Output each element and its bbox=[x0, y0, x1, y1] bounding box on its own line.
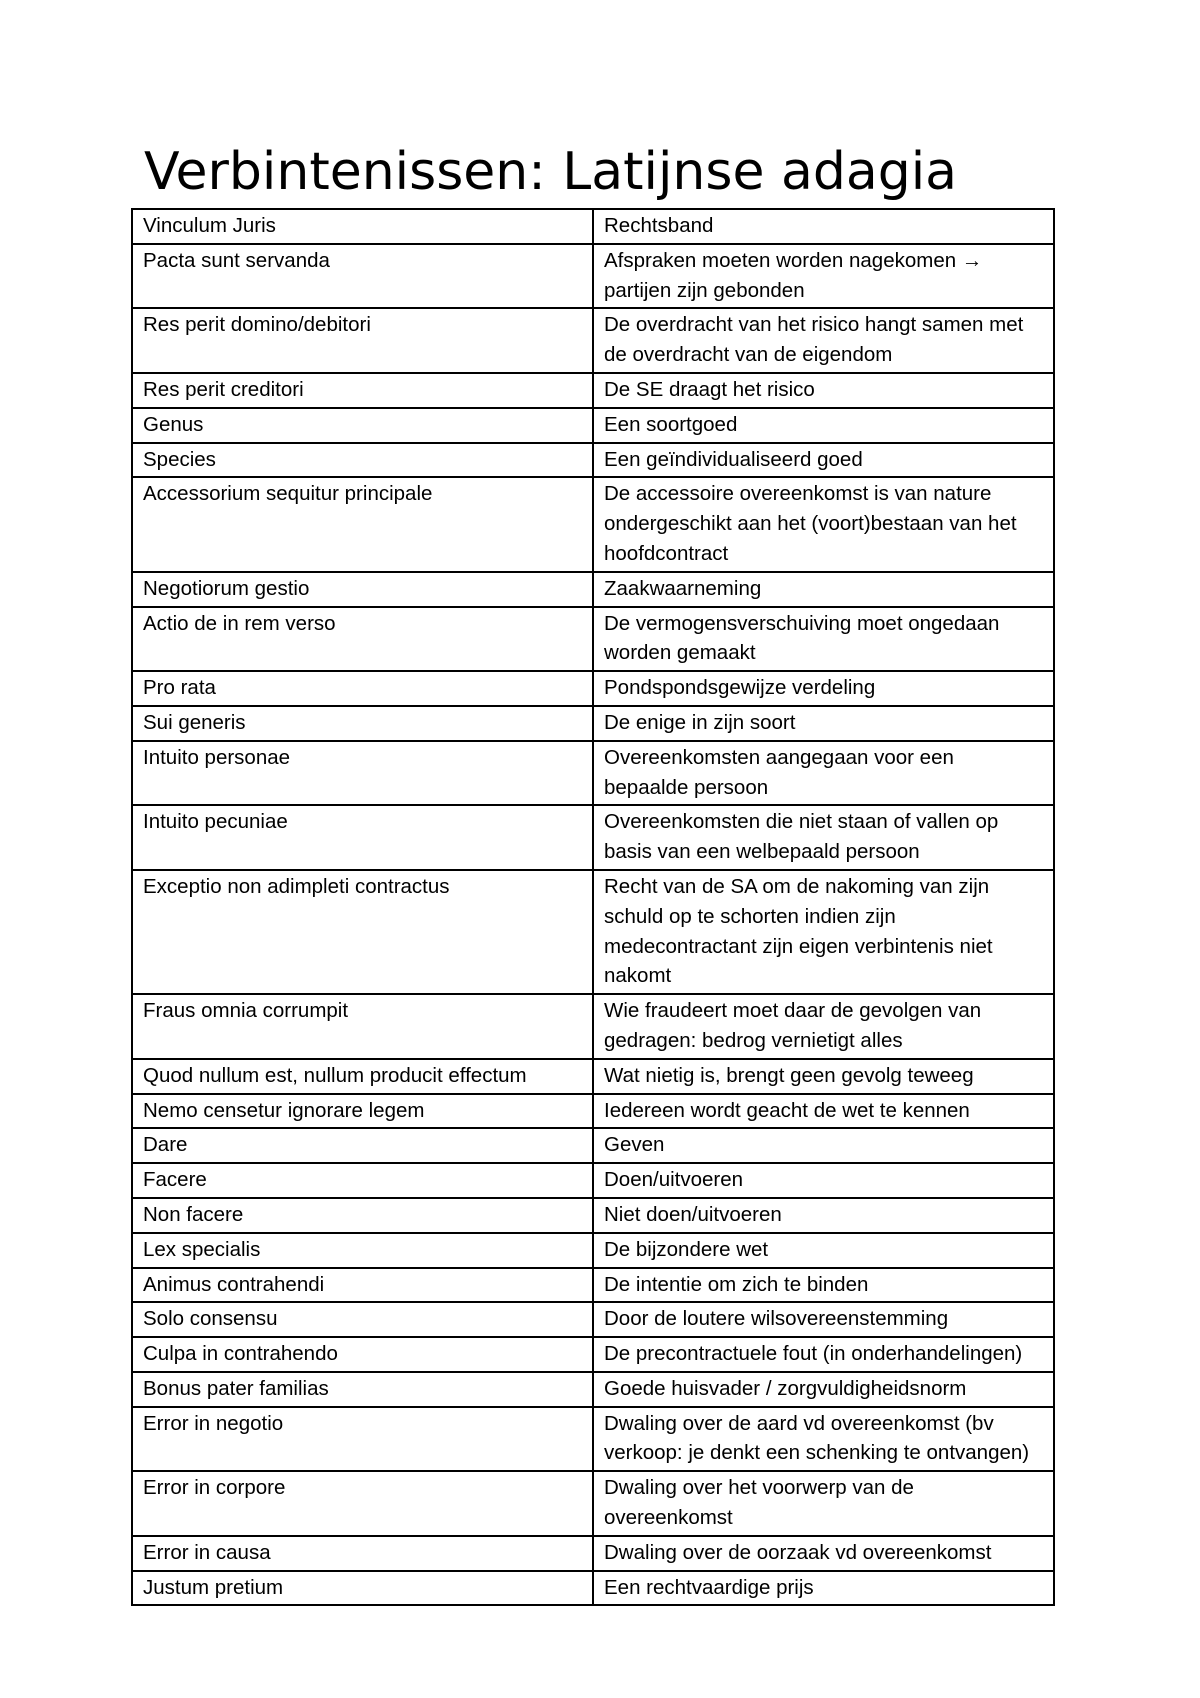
latin-term: Animus contrahendi bbox=[143, 1272, 325, 1296]
meaning-text: De accessoire overeenkomst is van nature ondergeschikt aan het (voort)bestaan van het hoofdcontract bbox=[604, 482, 1017, 565]
meaning-text: De precontractuele fout (in onderhandelingen) bbox=[604, 1342, 1023, 1366]
latin-term-cell bbox=[132, 1302, 593, 1337]
latin-term: Pacta sunt servanda bbox=[143, 248, 330, 272]
meaning-text: De enige in zijn soort bbox=[604, 710, 796, 734]
table-row bbox=[132, 607, 1054, 672]
latin-term: Sui generis bbox=[143, 710, 246, 734]
table-row bbox=[132, 443, 1054, 478]
meaning-text: Goede huisvader / zorgvuldigheidsnorm bbox=[604, 1376, 967, 1400]
table-row bbox=[132, 1302, 1054, 1337]
latin-term-cell bbox=[132, 443, 593, 478]
latin-term: Bonus pater familias bbox=[143, 1376, 329, 1400]
table-row bbox=[132, 572, 1054, 607]
meaning-cell bbox=[593, 308, 1054, 373]
meaning-cell bbox=[593, 706, 1054, 741]
latin-term: Negotiorum gestio bbox=[143, 576, 310, 600]
latin-term: Res perit domino/debitori bbox=[143, 313, 371, 337]
latin-term-cell bbox=[132, 1059, 593, 1094]
meaning-text: Iedereen wordt geacht de wet te kennen bbox=[604, 1098, 970, 1122]
latin-term: Accessorium sequitur principale bbox=[143, 482, 433, 506]
meaning-cell bbox=[593, 1536, 1054, 1571]
latin-term-cell bbox=[132, 741, 593, 806]
latin-term: Actio de in rem verso bbox=[143, 611, 336, 635]
latin-term-cell bbox=[132, 1372, 593, 1407]
table-row bbox=[132, 1471, 1054, 1536]
table-row bbox=[132, 805, 1054, 870]
table-row bbox=[132, 994, 1054, 1059]
latin-term-cell bbox=[132, 1471, 593, 1536]
meaning-cell bbox=[593, 373, 1054, 408]
meaning-text: Niet doen/uitvoeren bbox=[604, 1202, 782, 1226]
table-row bbox=[132, 1094, 1054, 1129]
meaning-cell bbox=[593, 805, 1054, 870]
latin-term: Error in causa bbox=[143, 1540, 271, 1564]
latin-term: Fraus omnia corrumpit bbox=[143, 999, 349, 1023]
table-row bbox=[132, 1059, 1054, 1094]
latin-term-cell bbox=[132, 244, 593, 309]
meaning-text: Recht van de SA om de nakoming van zijn schuld op te schorten indien zijn medecontractant zijn eigen verbintenis niet nakomt bbox=[604, 874, 993, 988]
meaning-cell bbox=[593, 1128, 1054, 1163]
meaning-cell bbox=[593, 1163, 1054, 1198]
table-row bbox=[132, 1407, 1054, 1472]
latin-term: Exceptio non adimpleti contractus bbox=[143, 874, 450, 898]
latin-term: Intuito pecuniae bbox=[143, 810, 288, 834]
meaning-cell bbox=[593, 244, 1054, 309]
latin-term-cell bbox=[132, 706, 593, 741]
latin-term-cell bbox=[132, 572, 593, 607]
meaning-text: Dwaling over de aard vd overeenkomst (bv verkoop: je denkt een schenking te ontvangen) bbox=[604, 1411, 1030, 1465]
latin-term: Error in negotio bbox=[143, 1411, 284, 1435]
latin-term-cell bbox=[132, 308, 593, 373]
latin-term: Error in corpore bbox=[143, 1476, 286, 1500]
meaning-cell bbox=[593, 1337, 1054, 1372]
latin-term-cell bbox=[132, 1571, 593, 1606]
table-row bbox=[132, 373, 1054, 408]
meaning-text: Zaakwaarneming bbox=[604, 576, 762, 600]
latin-term: Vinculum Juris bbox=[143, 214, 276, 237]
meaning-cell bbox=[593, 443, 1054, 478]
table-row bbox=[132, 1372, 1054, 1407]
meaning-text: Door de loutere wilsovereenstemming bbox=[604, 1307, 949, 1331]
latin-term-cell bbox=[132, 1407, 593, 1472]
meaning-text: Geven bbox=[604, 1133, 665, 1157]
latin-term-cell bbox=[132, 1233, 593, 1268]
latin-term: Pro rata bbox=[143, 676, 216, 700]
meaning-text: Dwaling over het voorwerp van de overeenkomst bbox=[604, 1476, 914, 1530]
latin-term-cell bbox=[132, 805, 593, 870]
meaning-text: De intentie om zich te binden bbox=[604, 1272, 869, 1296]
latin-term-cell bbox=[132, 1337, 593, 1372]
meaning-text: Doen/uitvoeren bbox=[604, 1168, 744, 1192]
table-row bbox=[132, 1536, 1054, 1571]
latin-term: Solo consensu bbox=[143, 1307, 278, 1331]
table-row bbox=[132, 1268, 1054, 1303]
adagia-table-body bbox=[132, 209, 1054, 1605]
meaning-text: Een rechtvaardige prijs bbox=[604, 1575, 814, 1599]
table-row bbox=[132, 1337, 1054, 1372]
latin-term: Res perit creditori bbox=[143, 377, 304, 401]
meaning-cell bbox=[593, 1198, 1054, 1233]
meaning-cell bbox=[593, 1233, 1054, 1268]
meaning-text: Overeenkomsten die niet staan of vallen op basis van een welbepaald persoon bbox=[604, 810, 999, 864]
meaning-cell bbox=[593, 1571, 1054, 1606]
table-row bbox=[132, 1163, 1054, 1198]
meaning-cell bbox=[593, 1268, 1054, 1303]
meaning-cell bbox=[593, 572, 1054, 607]
meaning-text: De bijzondere wet bbox=[604, 1237, 769, 1261]
adagia-table bbox=[131, 208, 1055, 1606]
meaning-text: Pondspondsgewijze verdeling bbox=[604, 676, 876, 700]
table-row bbox=[132, 870, 1054, 994]
latin-term: Quod nullum est, nullum producit effectum bbox=[143, 1063, 527, 1087]
meaning-text: Wie fraudeert moet daar de gevolgen van gedragen: bedrog vernietigt alles bbox=[604, 999, 982, 1052]
table-row bbox=[132, 671, 1054, 706]
latin-term: Dare bbox=[143, 1133, 188, 1157]
meaning-text: Een geïndividualiseerd goed bbox=[604, 447, 863, 471]
table-row bbox=[132, 408, 1054, 443]
meaning-cell bbox=[593, 607, 1054, 672]
latin-term: Lex specialis bbox=[143, 1237, 261, 1261]
latin-term-cell bbox=[132, 1094, 593, 1129]
meaning-cell bbox=[593, 1471, 1054, 1536]
table-row bbox=[132, 706, 1054, 741]
meaning-text: Afspraken moeten worden nagekomen → partijen zijn gebonden bbox=[604, 248, 983, 302]
latin-term-cell bbox=[132, 1163, 593, 1198]
meaning-cell bbox=[593, 477, 1054, 571]
meaning-cell bbox=[593, 994, 1054, 1059]
meaning-text: Wat nietig is, brengt geen gevolg teweeg bbox=[604, 1063, 974, 1087]
meaning-text: De overdracht van het risico hangt samen met de overdracht van de eigendom bbox=[604, 313, 1024, 367]
latin-term: Non facere bbox=[143, 1202, 244, 1226]
table-row bbox=[132, 1233, 1054, 1268]
meaning-cell bbox=[593, 1302, 1054, 1337]
latin-term-cell bbox=[132, 209, 593, 244]
meaning-text: De SE draagt het risico bbox=[604, 377, 815, 401]
latin-term: Facere bbox=[143, 1168, 207, 1192]
page-title: Verbintenissen: Latijnse adagia bbox=[144, 142, 958, 202]
latin-term-cell bbox=[132, 1536, 593, 1571]
meaning-cell bbox=[593, 1407, 1054, 1472]
latin-term-cell bbox=[132, 870, 593, 994]
table-row bbox=[132, 209, 1054, 244]
table-row bbox=[132, 308, 1054, 373]
meaning-cell bbox=[593, 671, 1054, 706]
latin-term-cell bbox=[132, 1128, 593, 1163]
table-row bbox=[132, 1128, 1054, 1163]
meaning-cell bbox=[593, 1372, 1054, 1407]
meaning-text: Rechtsband bbox=[604, 214, 714, 237]
meaning-cell bbox=[593, 1059, 1054, 1094]
table-row bbox=[132, 741, 1054, 806]
table-row bbox=[132, 244, 1054, 309]
latin-term-cell bbox=[132, 1198, 593, 1233]
meaning-text: De vermogensverschuiving moet ongedaan worden gemaakt bbox=[604, 611, 1000, 665]
latin-term: Genus bbox=[143, 412, 204, 436]
latin-term: Culpa in contrahendo bbox=[143, 1342, 338, 1366]
latin-term: Justum pretium bbox=[143, 1575, 284, 1599]
latin-term-cell bbox=[132, 373, 593, 408]
latin-term-cell bbox=[132, 994, 593, 1059]
latin-term-cell bbox=[132, 1268, 593, 1303]
meaning-cell bbox=[593, 741, 1054, 806]
table-row bbox=[132, 477, 1054, 571]
table-row bbox=[132, 1571, 1054, 1606]
latin-term-cell bbox=[132, 607, 593, 672]
latin-term-cell bbox=[132, 477, 593, 571]
latin-term-cell bbox=[132, 671, 593, 706]
meaning-cell bbox=[593, 870, 1054, 994]
meaning-cell bbox=[593, 209, 1054, 244]
latin-term: Species bbox=[143, 447, 216, 471]
meaning-text: Overeenkomsten aangegaan voor een bepaalde persoon bbox=[604, 745, 954, 799]
meaning-text: Dwaling over de oorzaak vd overeenkomst bbox=[604, 1540, 992, 1564]
meaning-cell bbox=[593, 1094, 1054, 1129]
latin-term: Intuito personae bbox=[143, 745, 291, 769]
meaning-text: Een soortgoed bbox=[604, 412, 738, 436]
table-row bbox=[132, 1198, 1054, 1233]
latin-term: Nemo censetur ignorare legem bbox=[143, 1098, 425, 1122]
meaning-cell bbox=[593, 408, 1054, 443]
latin-term-cell bbox=[132, 408, 593, 443]
